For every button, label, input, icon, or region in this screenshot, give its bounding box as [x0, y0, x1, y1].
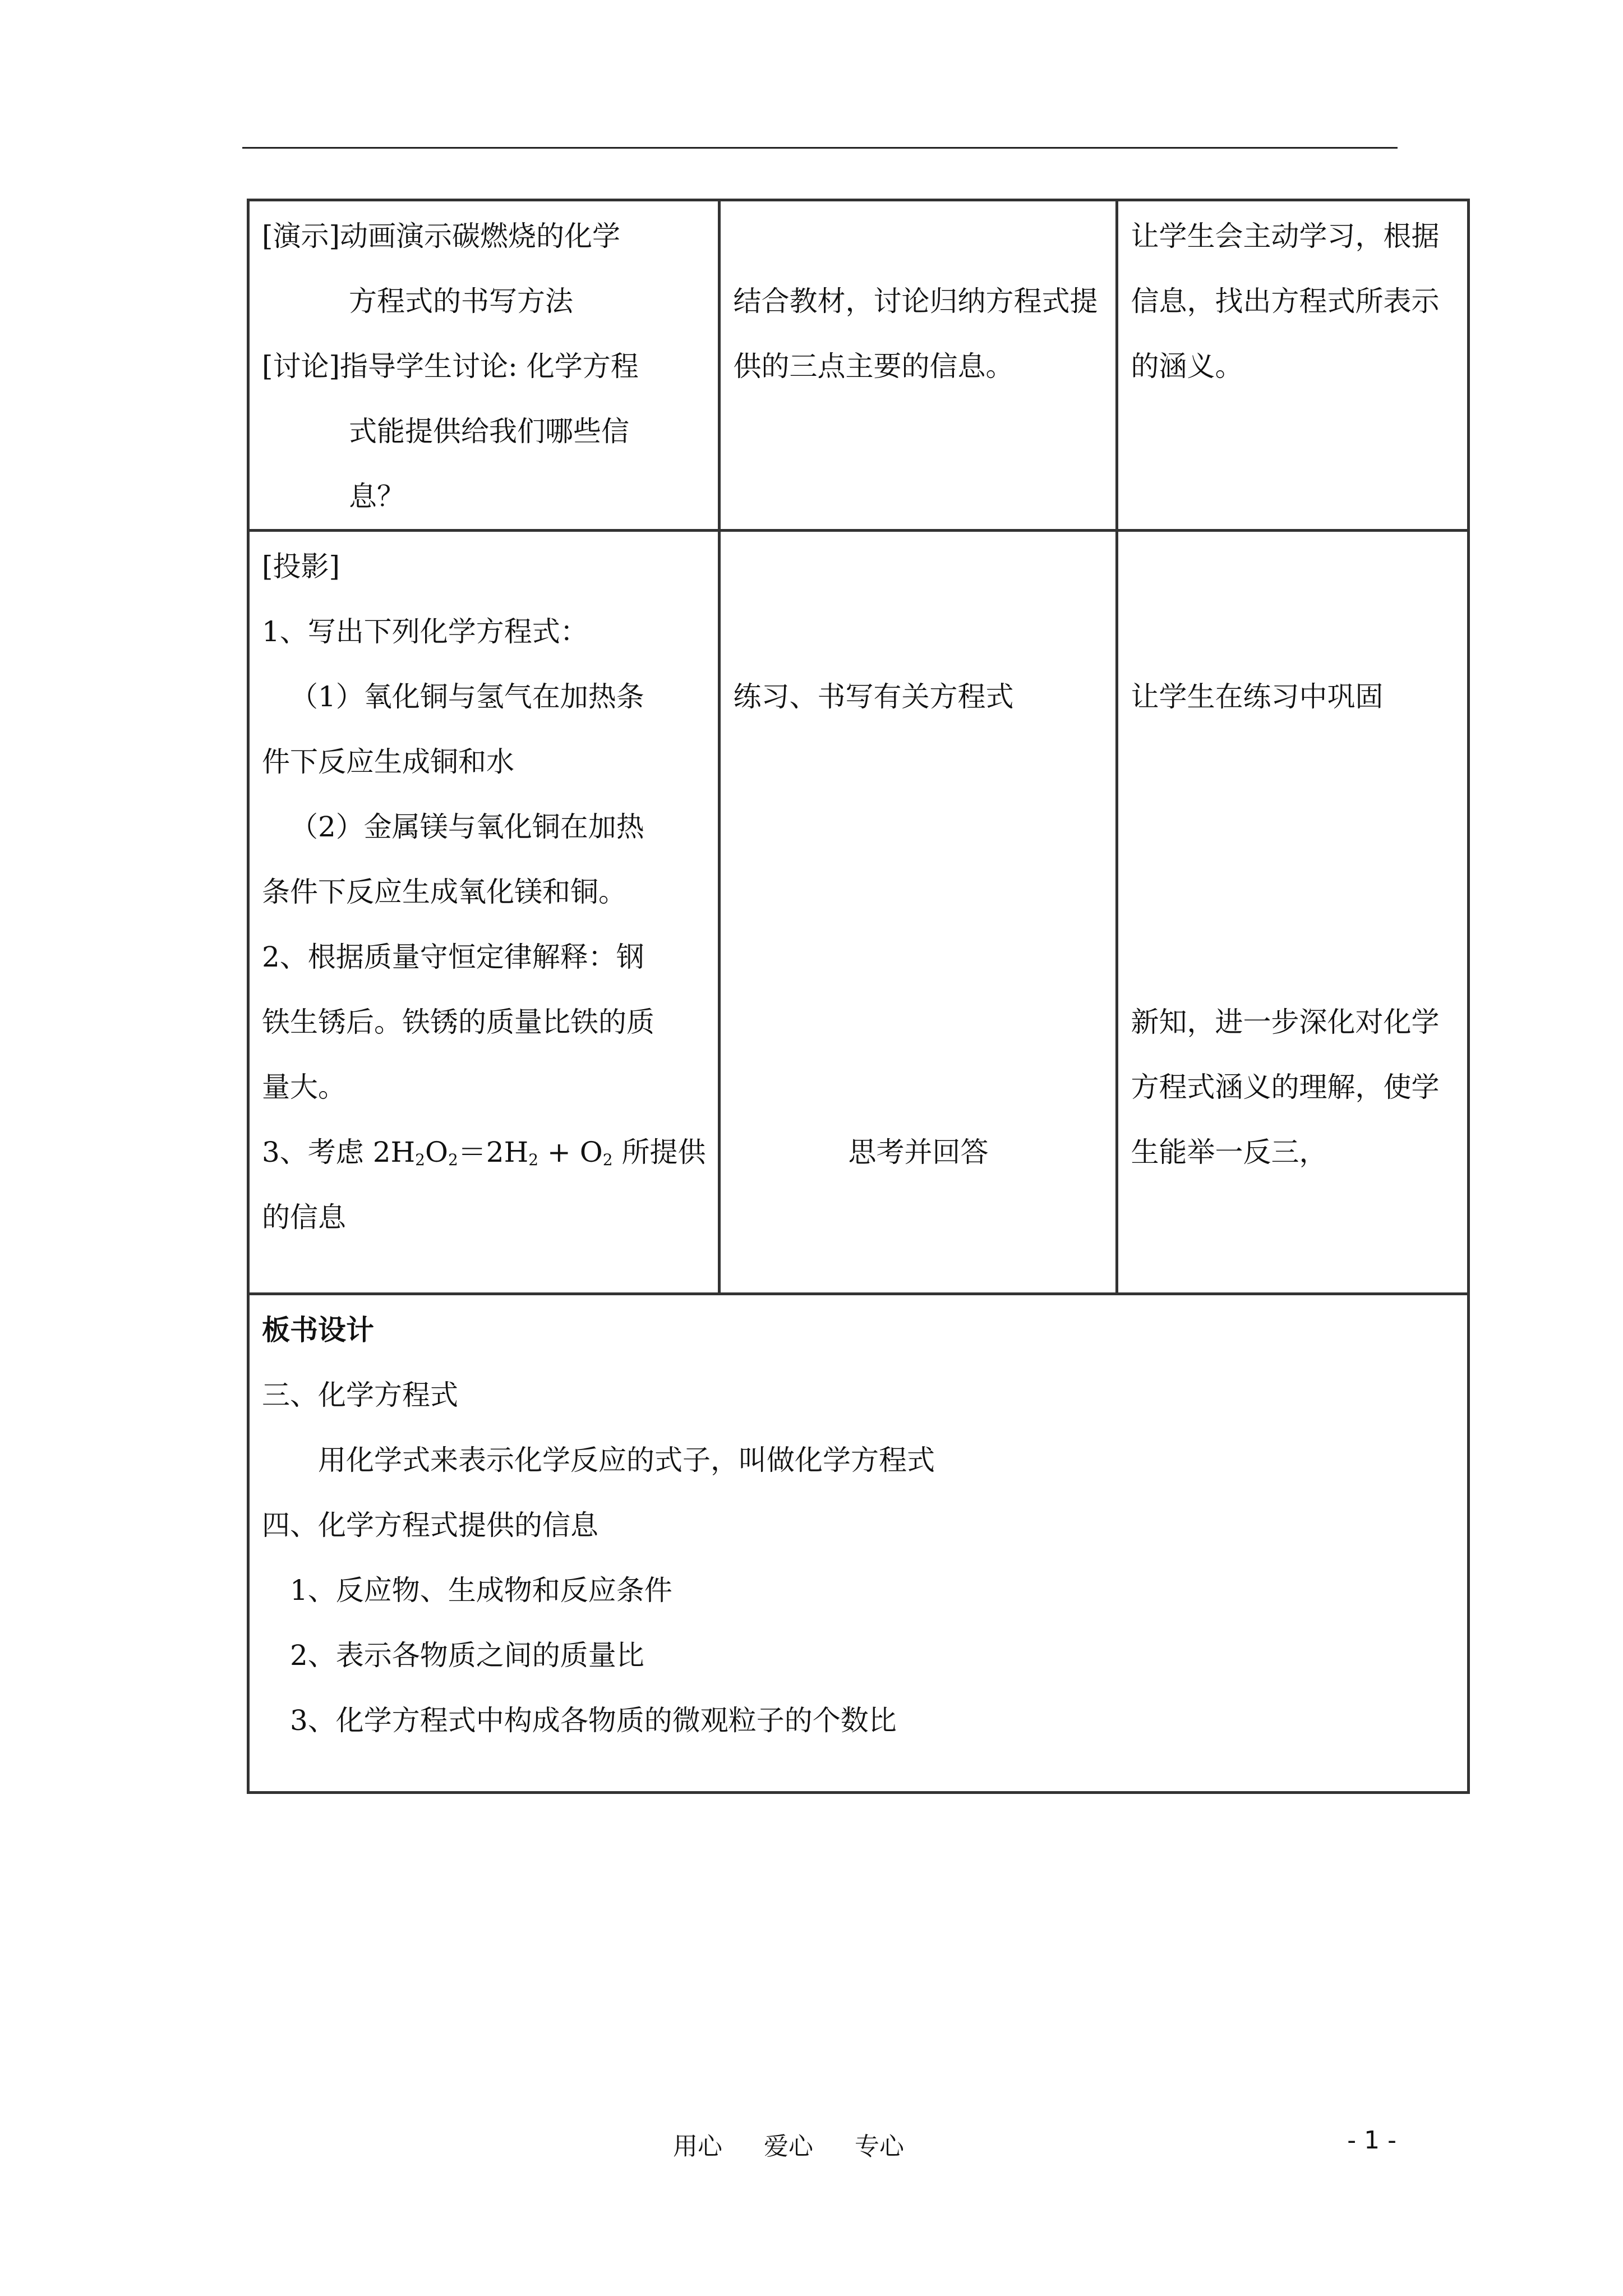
list-item: 四、化学方程式提供的信息 — [262, 1509, 598, 1542]
table-row — [248, 531, 1469, 1294]
teacher-activity-cell — [248, 200, 720, 531]
footer-motto — [673, 2126, 904, 2162]
table-row — [248, 200, 1469, 531]
text-line: 式能提供给我们哪些信 — [349, 415, 629, 448]
text-line: [演示]动画演示碳燃烧的化学 — [262, 220, 621, 252]
text-line: 让学生在练习中巩固 — [1131, 680, 1384, 713]
header-rule — [242, 147, 1398, 149]
text-line: 供的三点主要的信息。 — [733, 350, 1014, 383]
design-intent-cell — [1117, 531, 1469, 1294]
text-line: 的信息 — [262, 1201, 346, 1234]
page-number: - 1 - — [1347, 2126, 1396, 2155]
text-line: 铁生锈后。铁锈的质量比铁的质 — [262, 1006, 654, 1038]
footer-word: 用心 — [673, 2132, 722, 2161]
teacher-activity-cell — [248, 531, 720, 1294]
text-line: 方程式涵义的理解，使学 — [1131, 1071, 1440, 1103]
text-line: 件下反应生成铜和水 — [262, 746, 514, 778]
text-line: 练习、书写有关方程式 — [733, 680, 1014, 713]
list-item: 2、表示各物质之间的质量比 — [290, 1639, 644, 1672]
student-activity-cell — [720, 200, 1117, 531]
text-line: 的涵义。 — [1131, 350, 1243, 383]
text-line: （1）氧化铜与氢气在加热条 — [290, 680, 644, 713]
text-line: 方程式的书写方法 — [349, 285, 573, 318]
table-row — [248, 1294, 1469, 1793]
text-line: 量大。 — [262, 1071, 346, 1103]
text-line: 思考并回答 — [848, 1136, 989, 1168]
text-line: [投影] — [262, 550, 340, 583]
student-activity-cell — [720, 531, 1117, 1294]
text-line: 结合教材，讨论归纳方程式提 — [733, 285, 1098, 318]
text-line: 息？ — [349, 480, 405, 513]
equation-line: 3、考虑 $2H_2O_2=2H_2 + O_2$ 所提供 — [262, 1136, 706, 1169]
text-line: 信息，找出方程式所表示 — [1131, 285, 1440, 318]
list-item: 三、化学方程式 — [262, 1379, 458, 1411]
text-line: 生能举一反三， — [1131, 1136, 1327, 1168]
text-line: 条件下反应生成氧化镁和铜。 — [262, 876, 626, 908]
text-line: （2）金属镁与氧化铜在加热 — [290, 811, 644, 843]
text-line: [讨论]指导学生讨论: 化学方程 — [262, 350, 639, 383]
design-intent-cell — [1117, 200, 1469, 531]
footer-word: 爱心 — [764, 2132, 813, 2161]
list-item: 用化学式来表示化学反应的式子，叫做化学方程式 — [318, 1444, 935, 1476]
text-line: 新知，进一步深化对化学 — [1131, 1006, 1440, 1038]
text-line: 2、根据质量守恒定律解释：钢 — [262, 941, 644, 973]
text-line: 1、写出下列化学方程式： — [262, 615, 588, 648]
footer-word: 专心 — [855, 2132, 904, 2161]
lesson-plan-table — [247, 199, 1470, 1794]
board-design-title: 板书设计 — [262, 1314, 374, 1346]
list-item: 3、化学方程式中构成各物质的微观粒子的个数比 — [290, 1704, 897, 1737]
list-item: 1、反应物、生成物和反应条件 — [290, 1574, 672, 1607]
board-design-cell — [248, 1294, 1469, 1793]
text-line: 让学生会主动学习，根据 — [1131, 220, 1440, 252]
